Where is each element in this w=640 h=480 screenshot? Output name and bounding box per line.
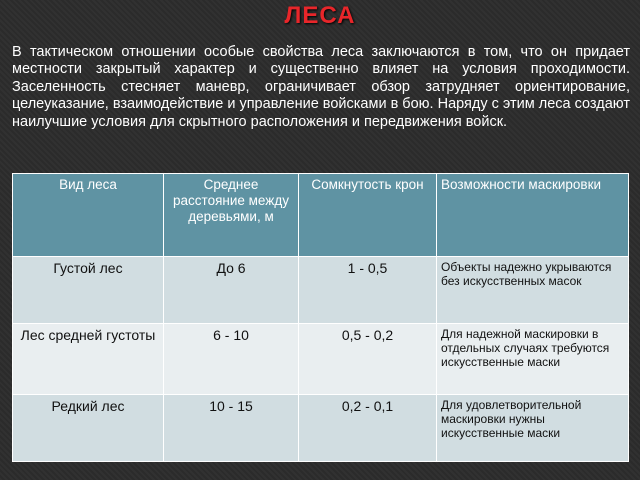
header-camouflage: Возможности маскировки	[437, 174, 629, 257]
intro-paragraph: В тактическом отношении особые свойства леса заключаются в том, что он придает местности закрытый характер и существенно влияет на условия проходимости. Заселенность стесняет маневр, ограничивает обзор затрудняет ориентирование, целеуказание, взаимодействие и управление войсками в бою. Наряду с этим леса создают наилучшие условия для скрытного расположения и передвижения войск.	[12, 44, 630, 130]
cell-tree-distance: 6 - 10	[164, 324, 299, 395]
forest-table	[12, 173, 629, 462]
cell-forest-type: Лес средней густоты	[13, 324, 164, 395]
table-row	[13, 257, 629, 324]
header-crown-closure: Сомкнутость крон	[299, 174, 437, 257]
cell-crown-closure: 1 - 0,5	[299, 257, 437, 324]
page-title: ЛЕСА	[284, 2, 356, 29]
cell-crown-closure: 0,5 - 0,2	[299, 324, 437, 395]
cell-forest-type: Густой лес	[13, 257, 164, 324]
cell-camouflage: Для удовлетворительной маскировки нужны искусственные маски	[437, 395, 629, 462]
table-header-row	[13, 174, 629, 257]
cell-camouflage: Для надежной маскировки в отдельных случаях требуются искусственные маски	[437, 324, 629, 395]
cell-forest-type: Редкий лес	[13, 395, 164, 462]
table-row	[13, 395, 629, 462]
table-row	[13, 324, 629, 395]
cell-tree-distance: 10 - 15	[164, 395, 299, 462]
cell-tree-distance: До 6	[164, 257, 299, 324]
cell-camouflage: Объекты надежно укрываются без искусственных масок	[437, 257, 629, 324]
header-tree-distance: Среднее расстояние между деревьями, м	[164, 174, 299, 257]
cell-crown-closure: 0,2 - 0,1	[299, 395, 437, 462]
header-forest-type: Вид леса	[13, 174, 164, 257]
